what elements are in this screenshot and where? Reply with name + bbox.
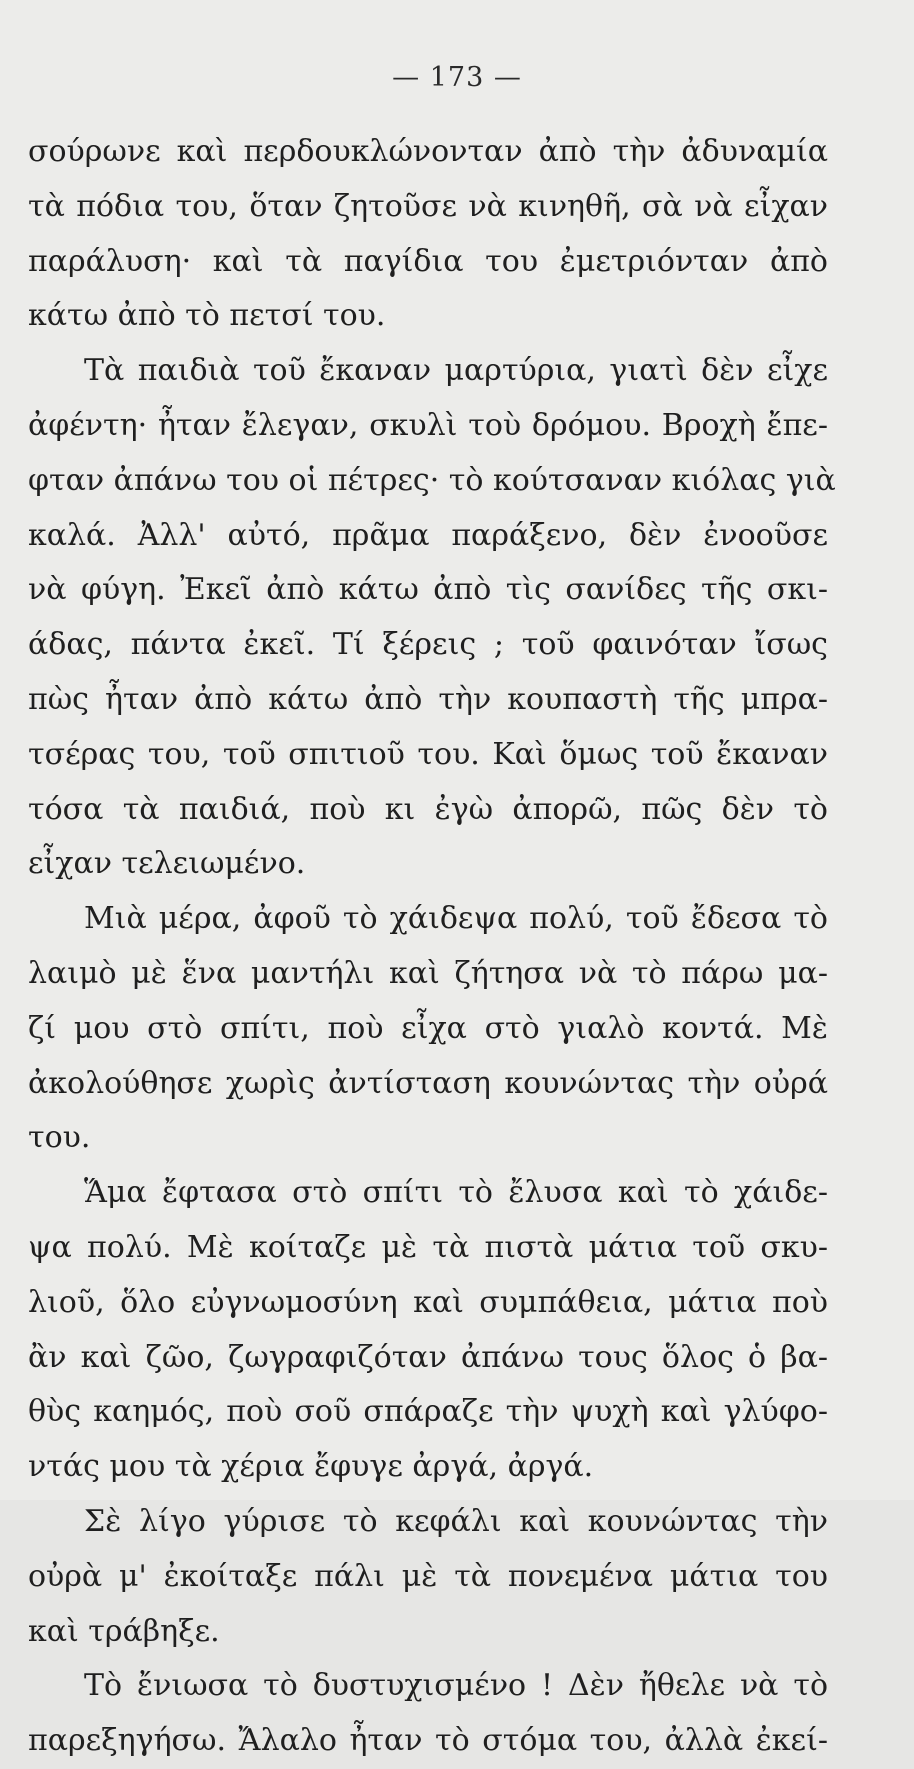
text-line: ἂν καὶ ζῶο, ζωγραφιζόταν ἀπάνω τους ὅλος ὁ βα-: [28, 1339, 828, 1375]
text-line: λιοῦ, ὅλο εὐγνωμοσύνη καὶ συμπάθεια, μάτια ποὺ: [28, 1284, 828, 1320]
page-number: — 173 —: [392, 62, 522, 93]
text-line: ψα πολύ. Μὲ κοίταζε μὲ τὰ πιστὰ μάτια τοῦ σκυ-: [28, 1229, 828, 1265]
text-line: πὼς ἦταν ἀπὸ κάτω ἀπὸ τὴν κουπαστὴ τῆς μπρα-: [28, 681, 828, 717]
text-line: Σὲ λίγο γύρισε τὸ κεφάλι καὶ κουνώντας τὴν: [84, 1503, 828, 1539]
text-line: νὰ φύγη. Ἐκεῖ ἀπὸ κάτω ἀπὸ τὶς σανίδες τῆς σκι-: [28, 572, 828, 608]
text-line: παρεξηγήσω. Ἄλαλο ἦταν τὸ στόμα του, ἀλλὰ ἐκεί-: [28, 1723, 828, 1759]
text-line: καλά. Ἀλλ' αὐτό, πρᾶμα παράξενο, δὲν ἐνοοῦσε: [28, 517, 828, 553]
text-line: Ἅμα ἔφτασα στὸ σπίτι τὸ ἔλυσα καὶ τὸ χάιδε-: [84, 1175, 828, 1211]
text-line: οὐρὰ μ' ἐκοίταξε πάλι μὲ τὰ πονεμένα μάτια του: [28, 1558, 828, 1594]
text-line: του.: [28, 1120, 91, 1156]
text-line: Τὰ παιδιὰ τοῦ ἔκαναν μαρτύρια, γιατὶ δὲν εἶχε: [84, 353, 828, 389]
text-line: τόσα τὰ παιδιά, ποὺ κι ἐγὼ ἀπορῶ, πῶς δὲν τὸ: [28, 791, 828, 827]
text-line: ἀκολούθησε χωρὶς ἀντίσταση κουνώντας τὴν οὐρά: [28, 1065, 828, 1101]
text-line: τσέρας του, τοῦ σπιτιοῦ του. Καὶ ὅμως τοῦ ἔκαναν: [28, 736, 828, 772]
text-line: εἶχαν τελειωμένο.: [28, 846, 306, 882]
text-line: φταν ἀπάνω του οἱ πέτρες· τὸ κούτσαναν κιόλας γιὰ: [28, 462, 836, 498]
text-line: Μιὰ μέρα, ἀφοῦ τὸ χάιδεψα πολύ, τοῦ ἔδεσα τὸ: [84, 901, 828, 937]
text-line: κάτω ἀπὸ τὸ πετσί του.: [28, 298, 386, 334]
text-body: [28, 125, 836, 1769]
text-line: ἀφέντη· ἦταν ἔλεγαν, σκυλὶ τοὺ δρόμου. Βροχὴ ἔπε-: [28, 407, 828, 443]
text-line: ζί μου στὸ σπίτι, ποὺ εἶχα στὸ γιαλὸ κοντά. Μὲ: [28, 1010, 828, 1046]
text-line: τὰ πόδια του, ὅταν ζητοῦσε νὰ κινηθῆ, σὰ νὰ εἶχαν: [28, 188, 828, 224]
text-line: ντάς μου τὰ χέρια ἔφυγε ἀργά, ἀργά.: [28, 1449, 594, 1485]
text-line: καὶ τράβηξε.: [28, 1613, 220, 1649]
text-line: παράλυση· καὶ τὰ παγίδια του ἐμετριόνταν ἀπὸ: [28, 243, 828, 279]
text-line: Τὸ ἔνιωσα τὸ δυστυχισμένο ! Δὲν ἤθελε νὰ τὸ: [84, 1668, 828, 1704]
text-line: θὺς καημός, ποὺ σοῦ σπάραζε τὴν ψυχὴ καὶ γλύφο-: [28, 1394, 828, 1430]
text-line: σούρωνε καὶ περδουκλώνονταν ἀπὸ τὴν ἀδυναμία: [28, 134, 828, 169]
text-line: λαιμὸ μὲ ἕνα μαντήλι καὶ ζήτησα νὰ τὸ πάρω μα-: [28, 955, 828, 991]
text-line: άδας, πάντα ἐκεῖ. Τί ξέρεις ; τοῦ φαινόταν ἴσως: [28, 627, 828, 663]
